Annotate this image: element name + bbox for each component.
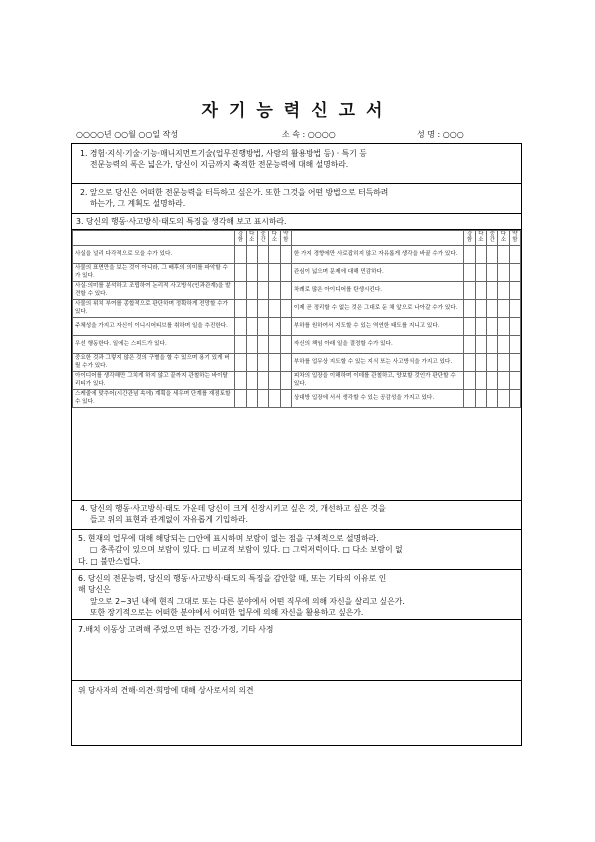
section-transfer-label: 7.배치 이동상 고려해 주었으면 하는 건강·가정, 기타 사정 (78, 625, 274, 634)
rating-checkbox[interactable] (487, 390, 498, 408)
rating-checkbox[interactable] (487, 282, 498, 300)
section-career-goals[interactable] (72, 570, 521, 620)
trait-right-text: 한 가지 경향에만 사로잡히지 않고 자유롭게 생각을 바꿀 수가 있다. (291, 246, 464, 264)
trait-right-text: 이제 곧 정리할 수 없는 것은 그대로 둔 채 앞으로 나아갈 수가 있다. (291, 300, 464, 318)
rating-checkbox[interactable] (498, 300, 509, 318)
trait-row (73, 282, 521, 300)
section-supervisor-opinion[interactable] (72, 681, 521, 747)
rating-checkbox[interactable] (475, 246, 486, 264)
trait-row (73, 354, 521, 372)
section-satisfaction-line3: 다. □ 불만스럽다. (78, 556, 141, 566)
scale-label: 다 소 (246, 231, 257, 246)
section-career-line3: 앞으로 2~3년 내에 현직 그대로 또는 다른 분야에서 어떤 직무에 의해 자신을 살리고 싶은가. (90, 596, 405, 606)
rating-checkbox[interactable] (280, 282, 291, 300)
rating-checkbox[interactable] (464, 246, 475, 264)
section-improvement-line1: 4. 당신의 행동·사고방식·태도 가운데 당신이 크게 신장시키고 싶은 것, 개선하고 싶은 것을 (80, 504, 386, 513)
person-name: 성 명 : ○○○ (417, 130, 464, 139)
rating-checkbox[interactable] (235, 336, 246, 354)
trait-left-text: 사실·의미를 분석하고 조립하여 논리적 사고방식(인과관계)을 발견할 수 있다. (73, 282, 235, 300)
rating-checkbox[interactable] (269, 390, 280, 408)
rating-checkbox[interactable] (280, 318, 291, 336)
scale-label: 약 함 (509, 231, 520, 246)
rating-checkbox[interactable] (498, 282, 509, 300)
trait-left-text: 주체성을 가지고 자신이 이니시어티브를 취하며 일을 추진한다. (73, 318, 235, 336)
rating-checkbox[interactable] (487, 318, 498, 336)
rating-checkbox[interactable] (280, 246, 291, 264)
rating-checkbox[interactable] (498, 318, 509, 336)
rating-checkbox[interactable] (475, 318, 486, 336)
rating-checkbox[interactable] (464, 372, 475, 390)
rating-checkbox[interactable] (487, 336, 498, 354)
department: 소 속 : ○○○○ (282, 130, 336, 139)
section-career-line2: 해 당신은 (78, 585, 111, 595)
rating-checkbox[interactable] (464, 336, 475, 354)
rating-checkbox[interactable] (280, 372, 291, 390)
rating-checkbox[interactable] (464, 318, 475, 336)
rating-checkbox[interactable] (246, 246, 257, 264)
rating-checkbox[interactable] (280, 390, 291, 408)
rating-checkbox[interactable] (235, 300, 246, 318)
rating-checkbox[interactable] (498, 390, 509, 408)
rating-checkbox[interactable] (280, 264, 291, 282)
rating-checkbox[interactable] (498, 336, 509, 354)
rating-checkbox[interactable] (487, 372, 498, 390)
rating-checkbox[interactable] (498, 246, 509, 264)
rating-checkbox[interactable] (257, 354, 268, 372)
rating-checkbox[interactable] (487, 300, 498, 318)
rating-checkbox[interactable] (475, 282, 486, 300)
rating-checkbox[interactable] (509, 354, 520, 372)
rating-checkbox[interactable] (235, 318, 246, 336)
scale-label: 다 소 (269, 231, 280, 246)
rating-checkbox[interactable] (464, 300, 475, 318)
rating-checkbox[interactable] (509, 282, 520, 300)
rating-checkbox[interactable] (269, 336, 280, 354)
section-supervisor-label: 위 당사자의 견해·의견·희망에 대해 상사로서의 의견 (78, 686, 254, 695)
section-improvement-line2: 들고 위의 표현과 관계없이 자유롭게 기입하라. (90, 515, 248, 525)
section-improvement[interactable] (72, 500, 521, 530)
rating-checkbox[interactable] (246, 390, 257, 408)
rating-checkbox[interactable] (235, 246, 246, 264)
rating-checkbox[interactable] (509, 318, 520, 336)
rating-checkbox[interactable] (246, 336, 257, 354)
section-job-satisfaction[interactable] (72, 530, 521, 570)
rating-checkbox[interactable] (509, 300, 520, 318)
rating-checkbox[interactable] (280, 300, 291, 318)
rating-checkbox[interactable] (269, 354, 280, 372)
rating-checkbox[interactable] (257, 300, 268, 318)
traits-header-blank (73, 231, 235, 246)
rating-checkbox[interactable] (498, 372, 509, 390)
section-expertise-line1: 1. 경험·지식·기술·기능·매니지먼트기술(업무진행방법, 사람의 활용방법 등) · 특기 등 (80, 149, 367, 158)
rating-checkbox[interactable] (235, 282, 246, 300)
rating-checkbox[interactable] (235, 354, 246, 372)
rating-checkbox[interactable] (269, 372, 280, 390)
trait-left-text: 스케줄에 맞추어(시간관념 속에) 계획을 세우며 단계를 재점토할 수 있다. (73, 390, 235, 408)
rating-checkbox[interactable] (235, 264, 246, 282)
rating-checkbox[interactable] (257, 318, 268, 336)
section-future-line1: 2. 앞으로 당신은 어떠한 전문능력을 터득하고 싶은가. 또한 그것을 어떤 방법으로 터득하려 (80, 188, 389, 197)
scale-label: 다 소 (475, 231, 486, 246)
scale-label: 강 함 (235, 231, 246, 246)
trait-row (73, 372, 521, 390)
rating-checkbox[interactable] (498, 264, 509, 282)
rating-checkbox[interactable] (269, 300, 280, 318)
rating-checkbox[interactable] (475, 264, 486, 282)
trait-right-text: 부하를 원하여서 지도할 수 있는 역연한 태도를 지니고 있다. (291, 318, 464, 336)
rating-checkbox[interactable] (280, 354, 291, 372)
rating-checkbox[interactable] (257, 246, 268, 264)
rating-checkbox[interactable] (246, 372, 257, 390)
scale-label: 강 함 (464, 231, 475, 246)
traits-table (72, 230, 521, 408)
scale-label: 다 소 (498, 231, 509, 246)
rating-checkbox[interactable] (487, 264, 498, 282)
write-date: ○○○○년 ○○월 ○○일 작성 (76, 130, 179, 139)
trait-right-text: 피차의 입장을 이해하며 이데를 관철하고, 양보할 것인가 판단할 수 있다. (291, 372, 464, 390)
scale-label: 중 간 (487, 231, 498, 246)
trait-left-text: 사물의 위치 부여를 종합적으로 판단하며 정확하게 전망할 수가 있다. (73, 300, 235, 318)
rating-checkbox[interactable] (235, 390, 246, 408)
section-satisfaction-line2: □ 충족감이 있으며 보람이 있다. □ 비교적 보람이 있다. □ 그럭저럭이다. □ 다소 보람이 없 (90, 545, 403, 555)
rating-checkbox[interactable] (257, 372, 268, 390)
rating-checkbox[interactable] (246, 354, 257, 372)
rating-checkbox[interactable] (498, 354, 509, 372)
rating-checkbox[interactable] (257, 390, 268, 408)
trait-row (73, 318, 521, 336)
trait-right-text: 부하를 업무상 지도할 수 있는 지식 또는 사고방식을 가지고 있다. (291, 354, 464, 372)
section-career-line1: 6. 당신의 전문능력, 당신의 행동·사고방식·태도의 특징을 감안할 때, 또는 기타의 이유로 인 (78, 574, 387, 583)
rating-checkbox[interactable] (269, 246, 280, 264)
trait-right-text: 차례로 많은 아이디어를 탄생시킨다. (291, 282, 464, 300)
rating-checkbox[interactable] (280, 336, 291, 354)
trait-row (73, 246, 521, 264)
trait-right-text: 관심이 넓으며 문제에 대해 민감하다. (291, 264, 464, 282)
trait-left-text: 중요한 것과 그렇지 않은 것의 구별을 할 수 있으며 용기 있게 버릴 수가 있다. (73, 354, 235, 372)
section-expertise-line2: 전문능력의 폭은 넓은가, 당신이 지금까지 축적한 전문능력에 대해 설명하라. (90, 160, 349, 170)
rating-checkbox[interactable] (487, 246, 498, 264)
rating-checkbox[interactable] (269, 264, 280, 282)
section-expertise[interactable] (72, 144, 521, 184)
self-report-form (71, 143, 522, 746)
section-future-skills[interactable] (72, 184, 521, 214)
trait-row (73, 264, 521, 282)
rating-checkbox[interactable] (246, 318, 257, 336)
section-transfer-considerations[interactable] (72, 620, 521, 681)
rating-checkbox[interactable] (464, 282, 475, 300)
rating-checkbox[interactable] (257, 282, 268, 300)
rating-checkbox[interactable] (487, 354, 498, 372)
trait-row (73, 390, 521, 408)
trait-row (73, 300, 521, 318)
rating-checkbox[interactable] (246, 264, 257, 282)
rating-checkbox[interactable] (464, 390, 475, 408)
trait-left-text: 사물의 표면만을 보는 것이 아니라, 그 배후의 의미를 파악할 수가 있다. (73, 264, 235, 282)
rating-checkbox[interactable] (269, 282, 280, 300)
section-satisfaction-line1: 5. 현재의 업무에 대해 해당되는 □안에 표시하며 보람이 없는 점을 구체적으로 설명하라. (78, 534, 379, 543)
rating-checkbox[interactable] (475, 372, 486, 390)
rating-checkbox[interactable] (475, 336, 486, 354)
rating-checkbox[interactable] (475, 300, 486, 318)
scale-label: 중 간 (257, 231, 268, 246)
rating-checkbox[interactable] (475, 354, 486, 372)
trait-left-text: 아이디어를 생각해만 그치게 하지 않고 끝까지 관철하는 바이탈리티가 있다. (73, 372, 235, 390)
section-traits-heading: 3. 당신의 행동·사고방식·태도의 특징을 생각해 보고 표시하라. (72, 214, 521, 230)
trait-row (73, 336, 521, 354)
rating-checkbox[interactable] (235, 372, 246, 390)
rating-checkbox[interactable] (509, 336, 520, 354)
section-career-line4: 또한 장기적으로는 어떠한 분야에서 어떠한 업무에 의해 자신을 활용하고 싶은가. (90, 607, 364, 617)
rating-checkbox[interactable] (509, 264, 520, 282)
rating-checkbox[interactable] (269, 318, 280, 336)
traits-scale-header (73, 231, 521, 246)
section-future-line2: 하는가, 그 계획도 설명하라. (90, 199, 186, 209)
rating-checkbox[interactable] (257, 264, 268, 282)
rating-checkbox[interactable] (464, 264, 475, 282)
rating-checkbox[interactable] (246, 282, 257, 300)
traits-header-blank (291, 231, 464, 246)
rating-checkbox[interactable] (475, 390, 486, 408)
rating-checkbox[interactable] (246, 300, 257, 318)
trait-right-text: 자신의 책임 아래 일을 결정할 수가 있다. (291, 336, 464, 354)
rating-checkbox[interactable] (464, 354, 475, 372)
document-title: 자기능력신고서 (201, 101, 394, 121)
rating-checkbox[interactable] (509, 246, 520, 264)
trait-right-text: 상대방 입장에 서서 생각할 수 있는 공감성을 가지고 있다. (291, 390, 464, 408)
trait-left-text: 사실을 널리 다각적으로 모을 수가 있다. (73, 246, 235, 264)
rating-checkbox[interactable] (509, 390, 520, 408)
rating-checkbox[interactable] (509, 372, 520, 390)
rating-checkbox[interactable] (257, 336, 268, 354)
scale-label: 약 함 (280, 231, 291, 246)
trait-left-text: 우선 행동한다. 일에는 스피드가 있다. (73, 336, 235, 354)
